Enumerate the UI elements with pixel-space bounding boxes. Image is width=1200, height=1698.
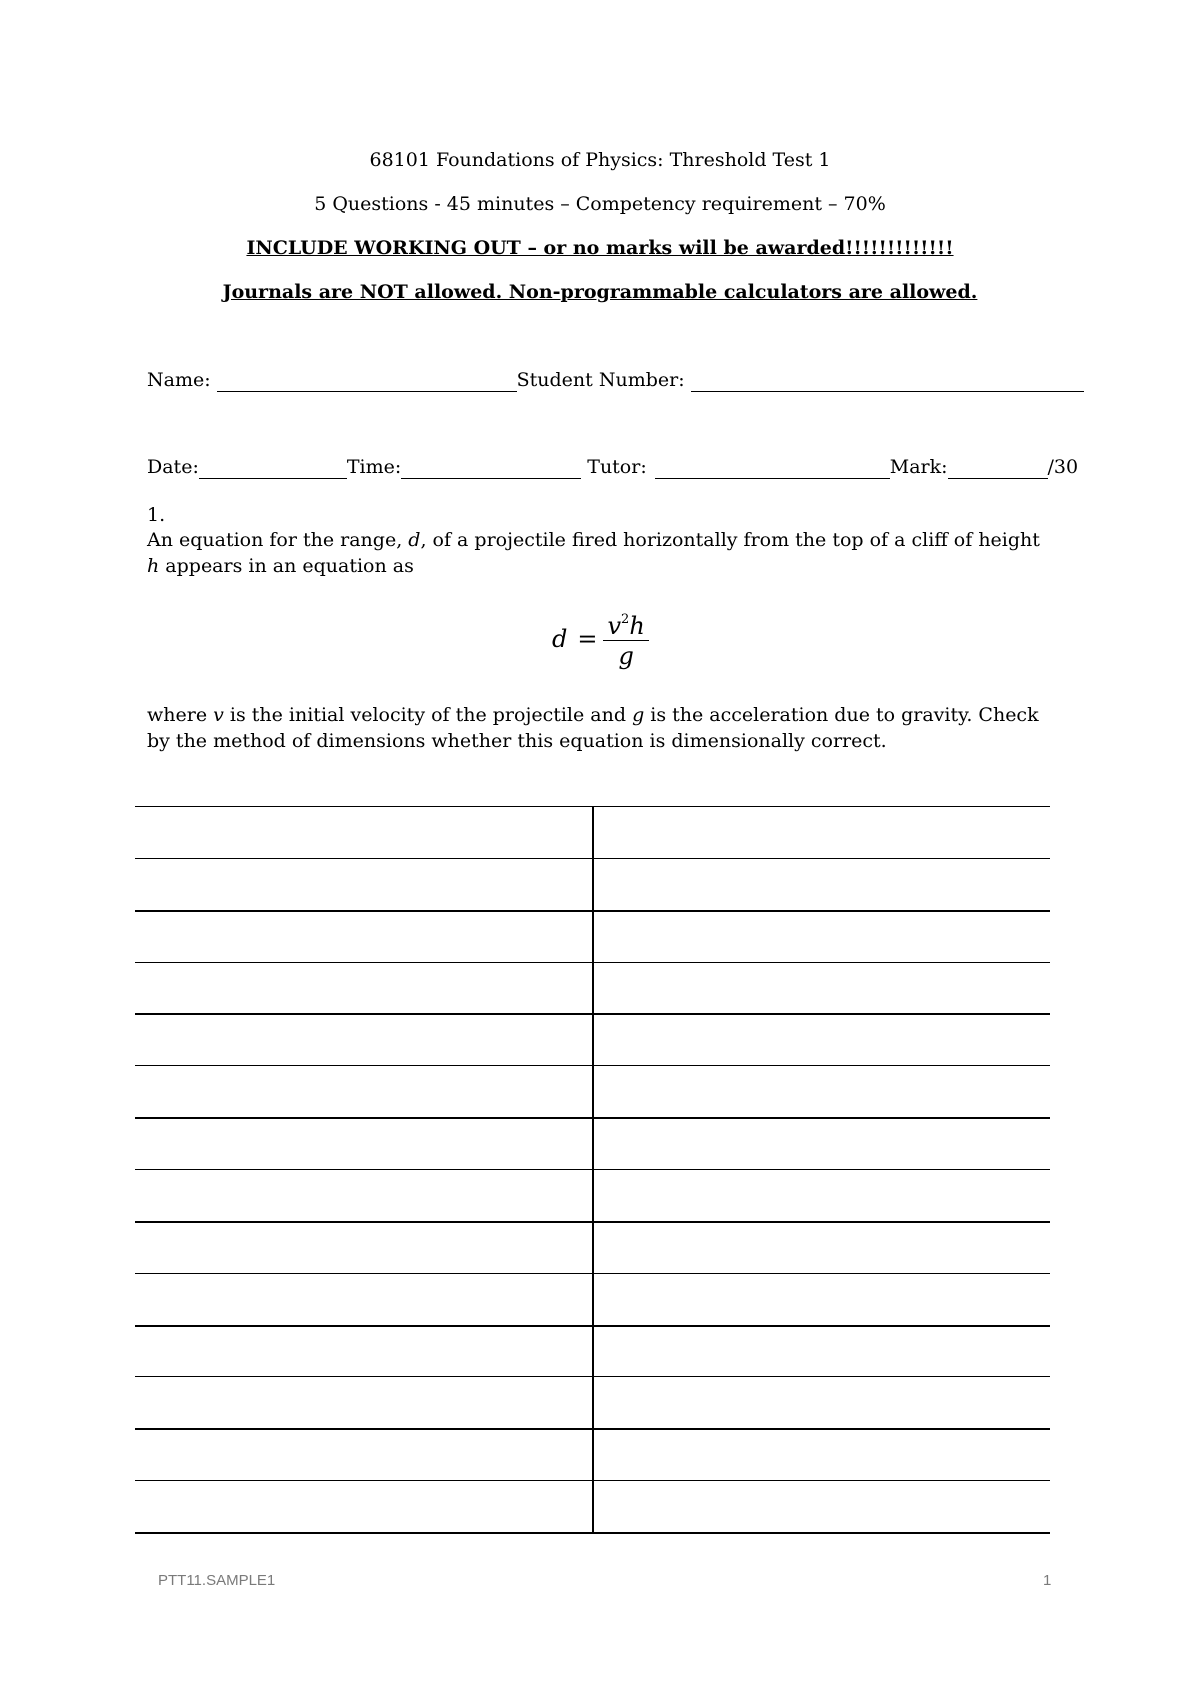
name-row	[147, 368, 1084, 392]
document-id: PTT11.SAMPLE1	[158, 1572, 276, 1589]
table-rule-line	[135, 1013, 1050, 1015]
table-rule-line	[135, 1376, 1050, 1377]
student-number-label: Student Number:	[516, 369, 685, 391]
variable-g: g	[632, 704, 645, 726]
table-rule-line	[135, 910, 1050, 912]
question-intro: An equation for the range, d, of a projectile fired horizontally from the top of a cliff of height h appears in an equation as	[147, 529, 1040, 577]
working-out-warning: INCLUDE WORKING OUT – or no marks will be awarded!!!!!!!!!!!!!	[246, 237, 954, 259]
table-rule-line	[135, 1325, 1050, 1327]
table-rule-line	[135, 1169, 1050, 1170]
test-title: 68101 Foundations of Physics: Threshold Test 1	[369, 149, 831, 171]
formula-fraction	[603, 606, 648, 671]
table-rule-line	[135, 1532, 1050, 1534]
table-rule-line	[135, 1221, 1050, 1223]
student-number-field[interactable]	[691, 371, 1084, 392]
table-rule-line	[135, 1117, 1050, 1119]
test-subtitle: 5 Questions - 45 minutes – Competency requirement – 70%	[314, 193, 886, 215]
tutor-label: Tutor:	[587, 456, 647, 478]
formula-equals: =	[577, 624, 598, 653]
table-rule-line	[135, 806, 1050, 807]
page-number: 1	[1043, 1572, 1052, 1589]
name-field[interactable]	[217, 371, 517, 392]
formula-lhs: d	[552, 624, 568, 653]
variable-d: d	[408, 529, 421, 551]
mark-field[interactable]	[948, 458, 1048, 479]
date-label: Date:	[147, 456, 199, 478]
exam-rules: Journals are NOT allowed. Non-programmable calculators are allowed.	[222, 281, 978, 303]
table-rule-line	[135, 1480, 1050, 1481]
variable-h: h	[147, 555, 160, 577]
time-field[interactable]	[401, 458, 581, 479]
table-rule-line	[135, 1428, 1050, 1430]
name-label: Name:	[147, 369, 211, 391]
mark-total: /30	[1047, 456, 1079, 478]
date-field[interactable]	[199, 458, 347, 479]
formula-numerator: $v^2h$	[607, 612, 645, 640]
answer-table[interactable]	[135, 806, 1050, 1532]
table-rule-line	[135, 1065, 1050, 1066]
table-rule-line	[135, 858, 1050, 859]
question-instruction: where v is the initial velocity of the projectile and g is the acceleration due to gravity. Check by the method of dimensions whether this equation is dimensionally correct.	[147, 704, 1039, 752]
tutor-field[interactable]	[655, 458, 890, 479]
date-row	[147, 455, 1078, 479]
formula-denominator: g	[618, 642, 634, 670]
mark-label: Mark:	[889, 456, 948, 478]
question-number: 1.	[147, 504, 166, 526]
table-rule-line	[135, 962, 1050, 963]
range-formula	[552, 606, 649, 671]
table-rule-line	[135, 1273, 1050, 1274]
time-label: Time:	[346, 456, 402, 478]
variable-v: v	[213, 704, 224, 726]
